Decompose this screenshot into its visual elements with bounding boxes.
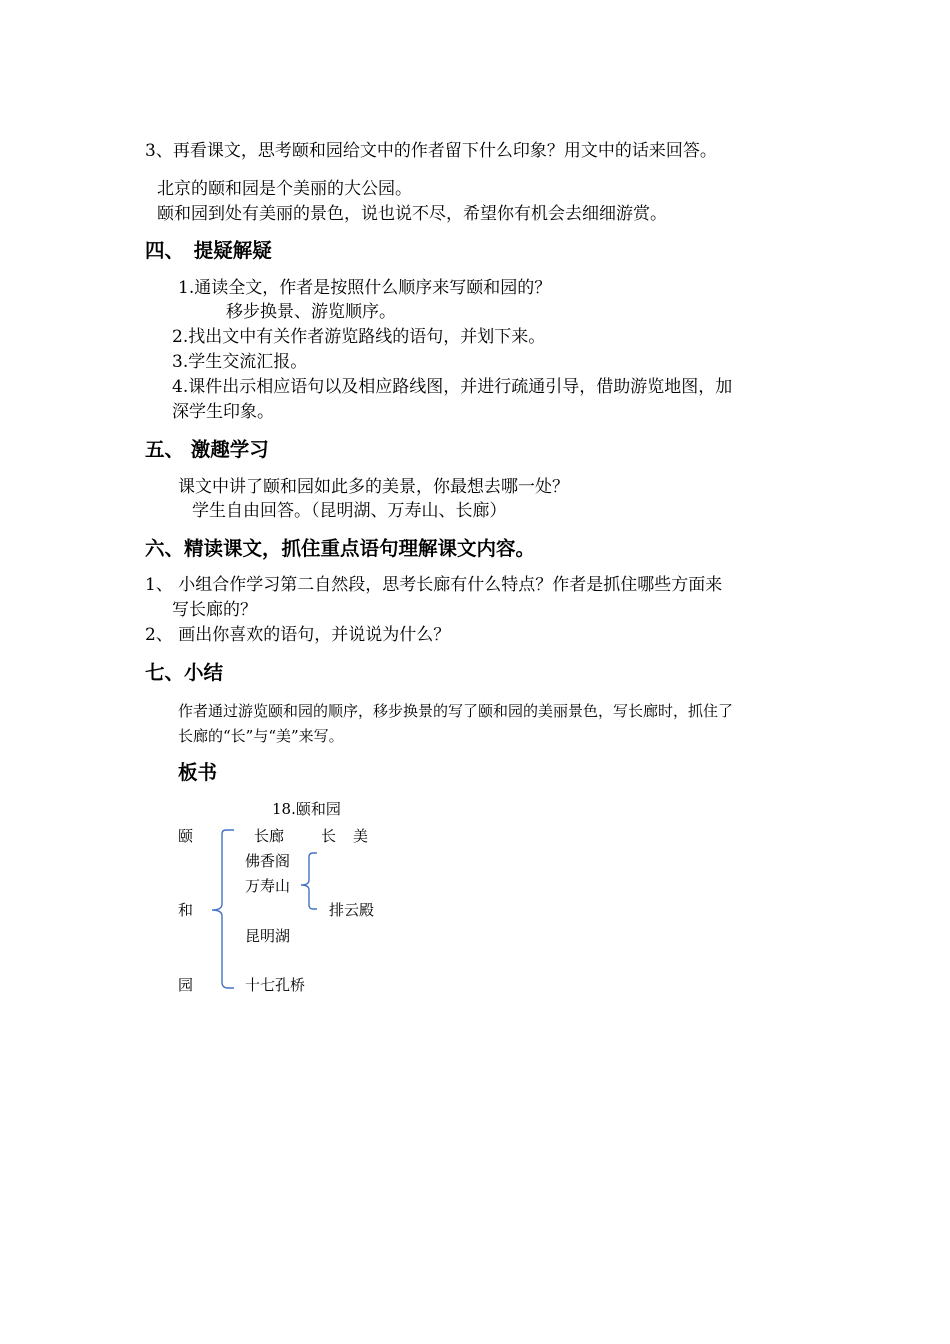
board-foxiangge: 佛香阁 [245,852,291,870]
board-left-brace [200,822,240,994]
board-side-char-3: 园 [178,976,194,994]
board-inner-brace [295,850,325,910]
section4-item-3: 3.学生交流汇报。 [172,352,308,372]
section7-title: 七、小结 [145,661,224,684]
section3-answer-1: 北京的颐和园是个美丽的大公园。 [157,179,412,199]
board-kunminghu: 昆明湖 [245,927,291,945]
section5-title: 五、 激趣学习 [145,438,269,461]
section6-item-1-line-2: 写长廊的？ [172,600,257,620]
section4-item-4-line-1: 4.课件出示相应语句以及相应路线图，并进行疏通引导，借助游览地图，加 [172,377,733,397]
section7-line-2: 长廊的“长”与“美”来写。 [178,727,344,745]
board-paiyundian: 排云殿 [329,901,375,919]
board-lesson-title: 18.颐和园 [272,800,341,818]
board-shiqikongqiao: 十七孔桥 [245,976,306,994]
section4-item-4-line-2: 深学生印象。 [172,402,274,422]
section3-answer-2: 颐和园到处有美丽的景色，说也说不尽，希望你有机会去细细游赏。 [157,204,667,224]
section6-title: 六、精读课文，抓住重点语句理解课文内容。 [145,537,536,560]
board-mei: 美 [353,827,369,845]
section6-item-2: 2、 画出你喜欢的语句，并说说为什么？ [145,625,451,645]
section4-title: 四、 提疑解疑 [145,239,272,262]
section5-question: 课文中讲了颐和园如此多的美景，你最想去哪一处？ [178,477,569,497]
board-inner-brace-path [301,853,317,909]
section3-question: 3、再看课文，思考颐和园给文中的作者留下什么印象？用文中的话来回答。 [145,141,717,161]
section4-item-1-answer: 移步换景、游览顺序。 [226,302,396,322]
section4-item-1: 1.通读全文，作者是按照什么顺序来写颐和园的？ [178,278,552,298]
board-left-brace-path [212,830,234,988]
board-title: 板书 [178,761,218,784]
board-chang: 长 [321,827,337,845]
board-side-char-1: 颐 [178,827,194,845]
board-side-char-2: 和 [178,901,194,919]
board-wanshoushan: 万寿山 [245,877,291,895]
section6-item-1-line-1: 1、 小组合作学习第二自然段，思考长廊有什么特点？作者是抓住哪些方面来 [145,575,723,595]
section7-line-1: 作者通过游览颐和园的顺序，移步换景的写了颐和园的美丽景色，写长廊时，抓住了 [178,702,734,720]
section5-answer: 学生自由回答。（昆明湖、万寿山、长廊） [192,501,507,521]
section4-item-2: 2.找出文中有关作者游览路线的语句，并划下来。 [172,327,546,347]
board-changlang: 长廊 [254,827,285,845]
